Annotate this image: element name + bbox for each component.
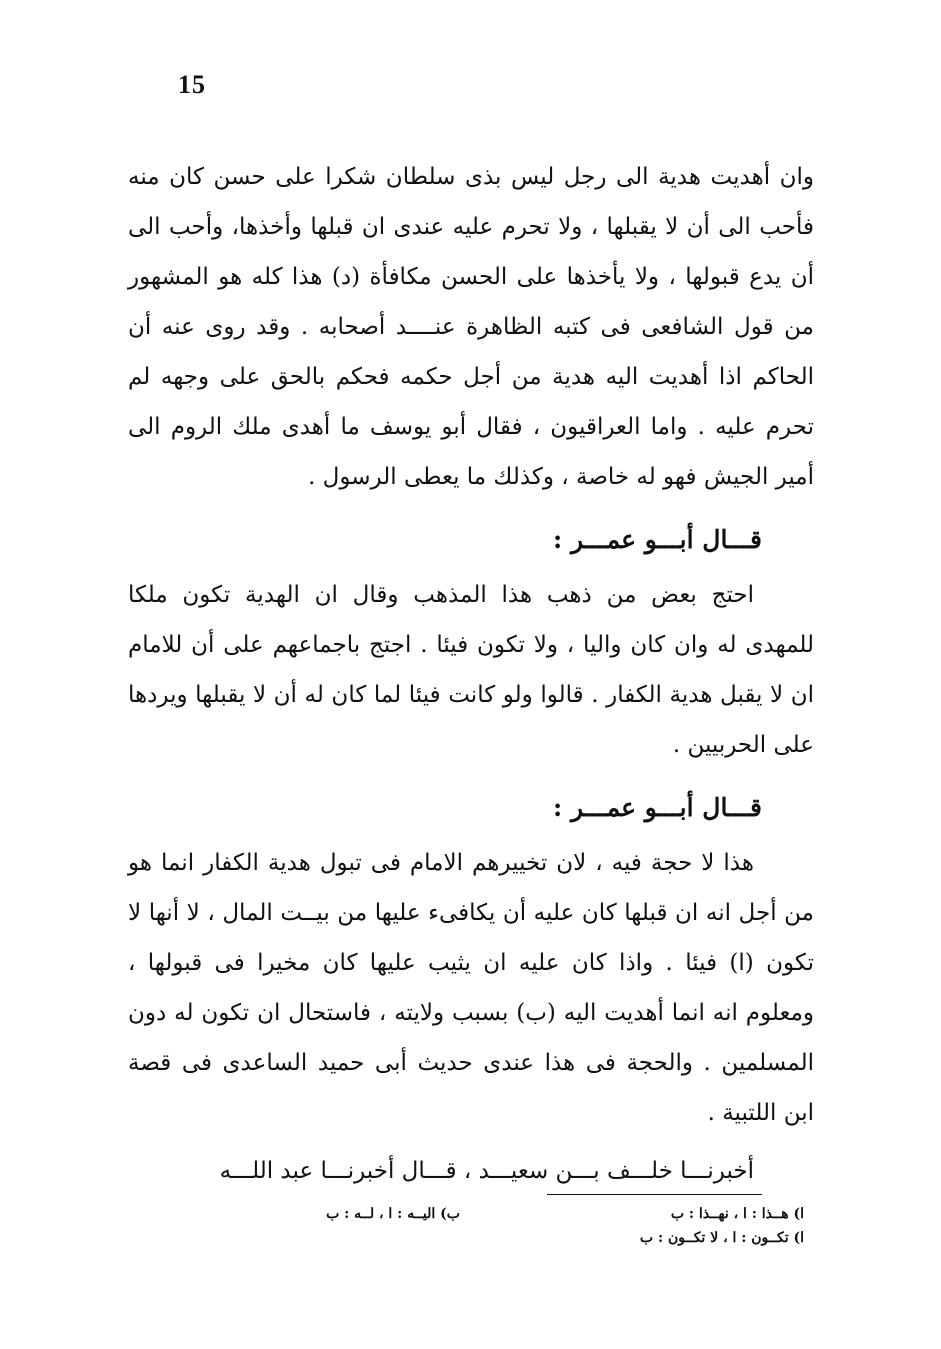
heading-qala-abu-umar-2: قـــال أبـــو عمـــر :	[553, 793, 762, 822]
footnotes-left	[200, 1202, 460, 1226]
footnote-2: ا) تكــون : ا ، لا تكــون : ب	[639, 1230, 804, 1246]
footnotes-right	[500, 1202, 804, 1250]
footnote-1: ا) هــذا : ا ، نهــذا : ب	[670, 1206, 804, 1222]
paragraph-akhbarana: أخبرنـــا خلـــف بـــن سعيـــد ، قـــال أخبرنـــا عبد اللـــه	[219, 1158, 754, 1184]
footnote-3: ب) اليــه : ا ، لــه : ب	[326, 1206, 460, 1222]
heading-qala-abu-umar-1: قـــال أبـــو عمـــر :	[553, 525, 762, 554]
footnote-divider	[547, 1194, 762, 1195]
paragraph-hadiya: وان أهديت هدية الى رجل ليس بذى سلطان شكرا على حسن كان منه فأحب الى أن لا يقبلها ، ولا تحرم عليه عندى ان قبلها وأخذها، وأحب الى أن يدع قبولها ، ولا يأخذها على الحسن مكافأة (د) هذا كله هو المشهور من قول الشافعى فى كتبه الظاهرة عنــــد أصحابه . وقد روى عنه أن الحاكم اذا أهديت اليه هدية من أجل حكمه فحكم بالحق على وجهه لم تحرم عليه . واما العراقيون ، فقال أبو يوسف ما أهدى ملك الروم الى أمير الجيش فهو له خاصة ، وكذلك ما يعطى الرسول .	[128, 164, 814, 490]
page-number: 15	[178, 70, 206, 99]
paragraph-ihtajja: احتج بعض من ذهب هذا المذهب وقال ان الهدية تكون ملكا للمهدى له وان كان واليا ، ولا تكون فيئا . اجتج باجماعهم على أن للامام ان لا يقبل هدية الكفار . قالوا ولو كانت فيئا لما كان له أن لا يقبلها ويردها على الحربيين .	[128, 582, 814, 758]
page-body	[128, 152, 814, 1196]
paragraph-hadha-la-hujja: هذا لا حجة فيه ، لان تخييرهم الامام فى تبول هدية الكفار انما هو من أجل انه ان قبلها كان عليه أن يكافىء عليها من بيــت المال ، لا أنها لا تكون (ا) فيئا . واذا كان عليه ان يثيب عليها كان مخيرا فى قبولها ، ومعلوم انه انما أهديت اليه (ب) بسبب ولايته ، فاستحال ان تكون له دون المسلمين . والحجة فى هذا عندى حديث أبى حميد الساعدى فى قصة ابن اللتبية .	[128, 850, 814, 1126]
